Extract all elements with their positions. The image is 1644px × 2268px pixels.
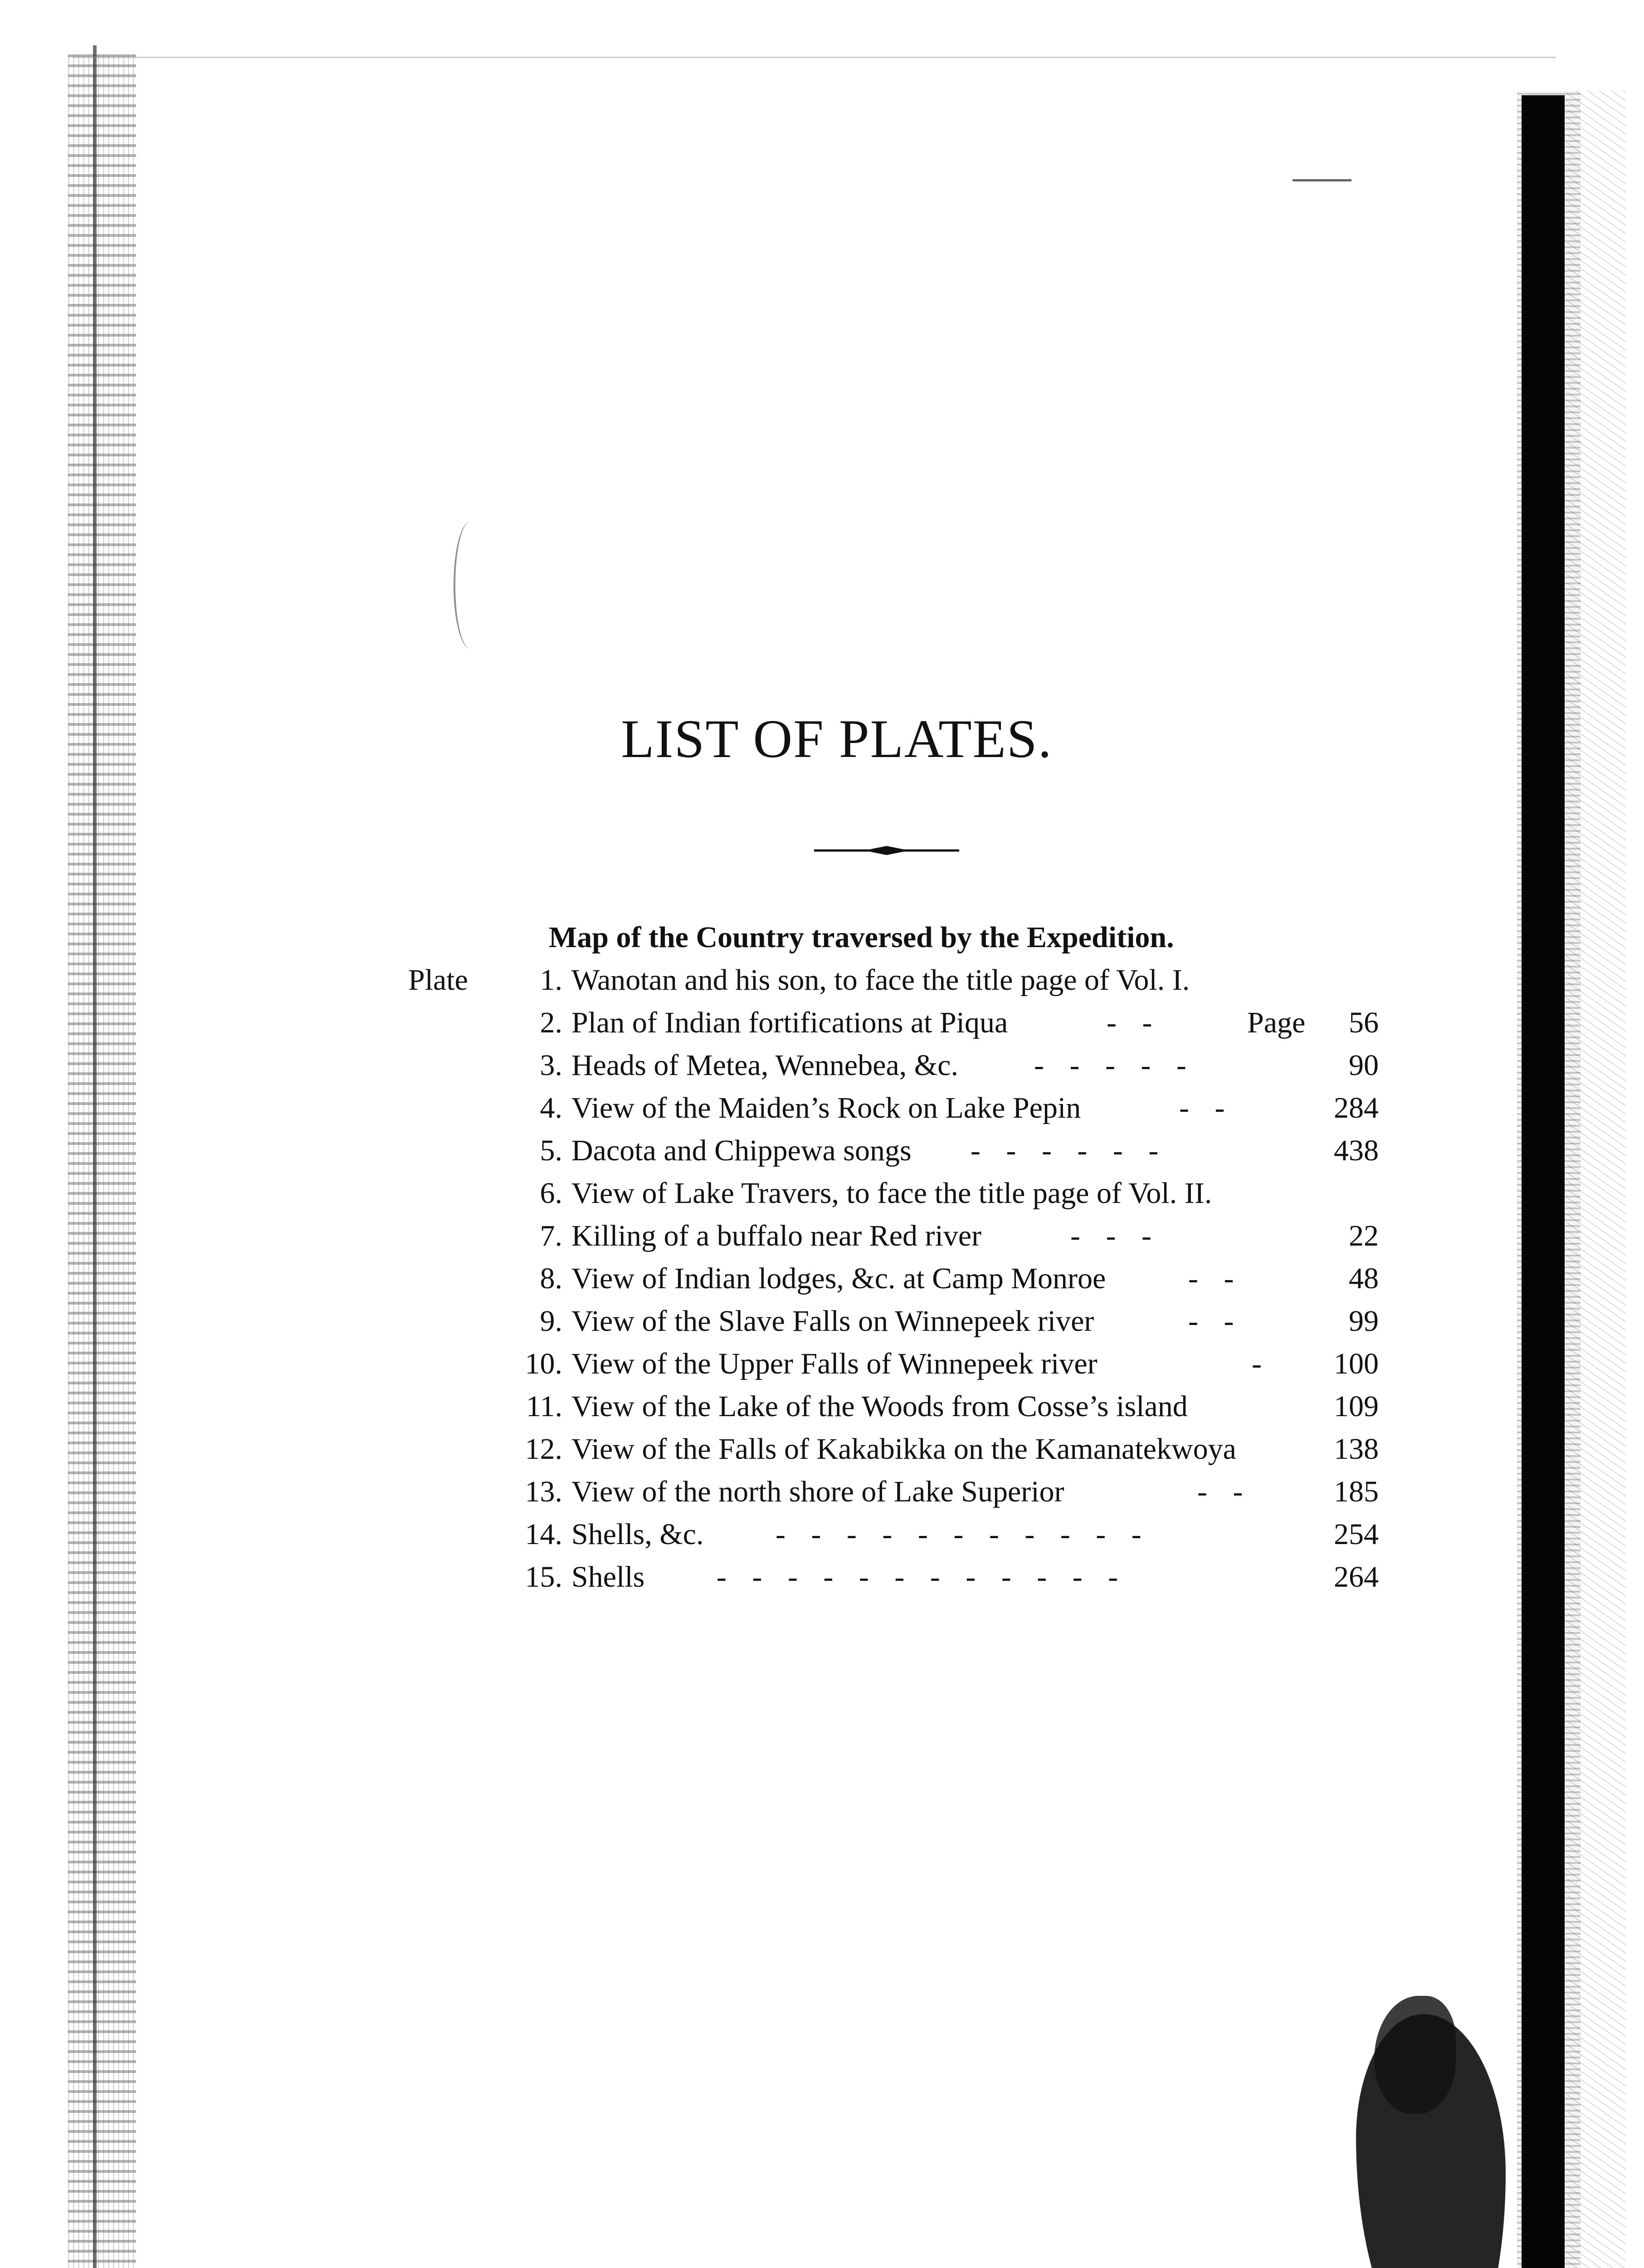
page-number: 254 bbox=[1334, 1518, 1379, 1551]
map-entry-text: Map of the Country traversed by the Expedition. bbox=[549, 921, 1174, 954]
page-title: LIST OF PLATES. bbox=[621, 709, 1053, 769]
plate-title: View of the Maiden’s Rock on Lake Pepin bbox=[571, 1091, 1081, 1124]
plate-title: View of Lake Travers, to face the title page of Vol. II. bbox=[571, 1177, 1212, 1210]
plate-title: Killing of a buffalo near Red river bbox=[571, 1219, 982, 1252]
plate-title: View of the Lake of the Woods from Cosse’s island bbox=[571, 1390, 1188, 1423]
page-number: 185 bbox=[1334, 1475, 1379, 1508]
dot-leader: - - bbox=[1107, 1006, 1161, 1039]
page-number: 109 bbox=[1334, 1390, 1379, 1423]
page-number: 438 bbox=[1334, 1134, 1379, 1167]
right-edge-black-band bbox=[1522, 95, 1565, 2268]
dot-leader: - bbox=[1252, 1347, 1271, 1380]
page-number: 284 bbox=[1334, 1091, 1379, 1124]
plate-number: 1. bbox=[540, 963, 562, 997]
dot-leader: - - bbox=[1188, 1262, 1243, 1295]
dot-leader: - - - - - - - - - - - bbox=[776, 1518, 1151, 1551]
plate-row-5 bbox=[399, 1129, 1379, 1172]
ink-dash-mark bbox=[1293, 179, 1351, 181]
page-number: 100 bbox=[1334, 1347, 1379, 1380]
plate-title: View of Indian lodges, &c. at Camp Monroe bbox=[571, 1262, 1106, 1295]
plate-number: 14. bbox=[525, 1518, 562, 1551]
ornamental-rule bbox=[814, 841, 959, 860]
plate-row-13 bbox=[399, 1471, 1379, 1513]
plate-number: 12. bbox=[525, 1432, 562, 1466]
plate-row-6 bbox=[399, 1172, 1379, 1215]
plate-title: Shells bbox=[571, 1560, 645, 1593]
plate-number: 13. bbox=[525, 1475, 562, 1508]
plate-row-12 bbox=[399, 1428, 1379, 1471]
plate-number: 4. bbox=[540, 1091, 562, 1124]
plate-title: View of the Upper Falls of Winnepeek river bbox=[571, 1347, 1098, 1380]
plate-title: Wanotan and his son, to face the title page of Vol. I. bbox=[571, 963, 1190, 997]
plate-title: Plan of Indian fortifications at Piqua bbox=[571, 1006, 1008, 1039]
plate-title: Shells, &c. bbox=[571, 1518, 704, 1551]
dot-leader: - - - bbox=[1070, 1219, 1161, 1252]
plate-number: 15. bbox=[525, 1560, 562, 1593]
dot-leader: - - bbox=[1179, 1091, 1234, 1124]
page-top-edge bbox=[73, 57, 1556, 58]
plate-number: 8. bbox=[540, 1262, 562, 1295]
right-margin-speckle bbox=[1567, 91, 1626, 2268]
plate-title: Heads of Metea, Wennebea, &c. bbox=[571, 1049, 958, 1082]
plate-number: 3. bbox=[540, 1049, 562, 1082]
plate-row-2 bbox=[399, 1002, 1379, 1044]
plate-row-7 bbox=[399, 1215, 1379, 1257]
plate-number: 5. bbox=[540, 1134, 562, 1167]
ink-stain bbox=[1356, 2014, 1506, 2268]
plate-row-9 bbox=[399, 1300, 1379, 1343]
plate-title: Dacota and Chippewa songs bbox=[571, 1134, 912, 1167]
plate-title: View of the north shore of Lake Superior bbox=[571, 1475, 1064, 1508]
plate-row-11 bbox=[399, 1385, 1379, 1428]
dot-leader: - - bbox=[1188, 1305, 1243, 1338]
plate-number: 2. bbox=[540, 1006, 562, 1039]
pencil-mark bbox=[454, 522, 487, 649]
plate-row-10 bbox=[399, 1343, 1379, 1385]
page-number: 264 bbox=[1334, 1560, 1379, 1593]
binding-shadow bbox=[68, 54, 136, 2268]
plate-number: 10. bbox=[525, 1347, 562, 1380]
page-number: 56 bbox=[1349, 1006, 1379, 1039]
page-number: 48 bbox=[1349, 1262, 1379, 1295]
map-entry-row bbox=[399, 916, 1379, 959]
dot-leader: - - - - - bbox=[1034, 1049, 1195, 1082]
dot-leader: - - - - - - bbox=[971, 1134, 1168, 1167]
plate-number: 6. bbox=[540, 1177, 562, 1210]
plate-row-3 bbox=[399, 1044, 1379, 1087]
plate-number: 9. bbox=[540, 1305, 562, 1338]
plate-label: Plate bbox=[408, 963, 468, 997]
binding-edge-line bbox=[93, 45, 97, 2268]
plate-row-1 bbox=[399, 959, 1379, 1002]
page-number: 138 bbox=[1334, 1432, 1379, 1466]
plate-row-8 bbox=[399, 1257, 1379, 1300]
dot-leader: - - bbox=[1197, 1475, 1252, 1508]
plate-title: View of the Falls of Kakabikka on the Kamanatekwoya bbox=[571, 1432, 1236, 1466]
dot-leader: - - - - - - - - - - - - bbox=[717, 1560, 1127, 1593]
plate-number: 11. bbox=[526, 1390, 562, 1423]
plate-title: View of the Slave Falls on Winnepeek river bbox=[571, 1305, 1094, 1338]
page-number: 22 bbox=[1349, 1219, 1379, 1252]
plate-row-4 bbox=[399, 1087, 1379, 1129]
plate-row-14 bbox=[399, 1513, 1379, 1556]
page-number: 99 bbox=[1349, 1305, 1379, 1338]
plate-row-15 bbox=[399, 1556, 1379, 1598]
page-label: Page bbox=[1247, 1006, 1306, 1039]
page-number: 90 bbox=[1349, 1049, 1379, 1082]
plate-number: 7. bbox=[540, 1219, 562, 1252]
